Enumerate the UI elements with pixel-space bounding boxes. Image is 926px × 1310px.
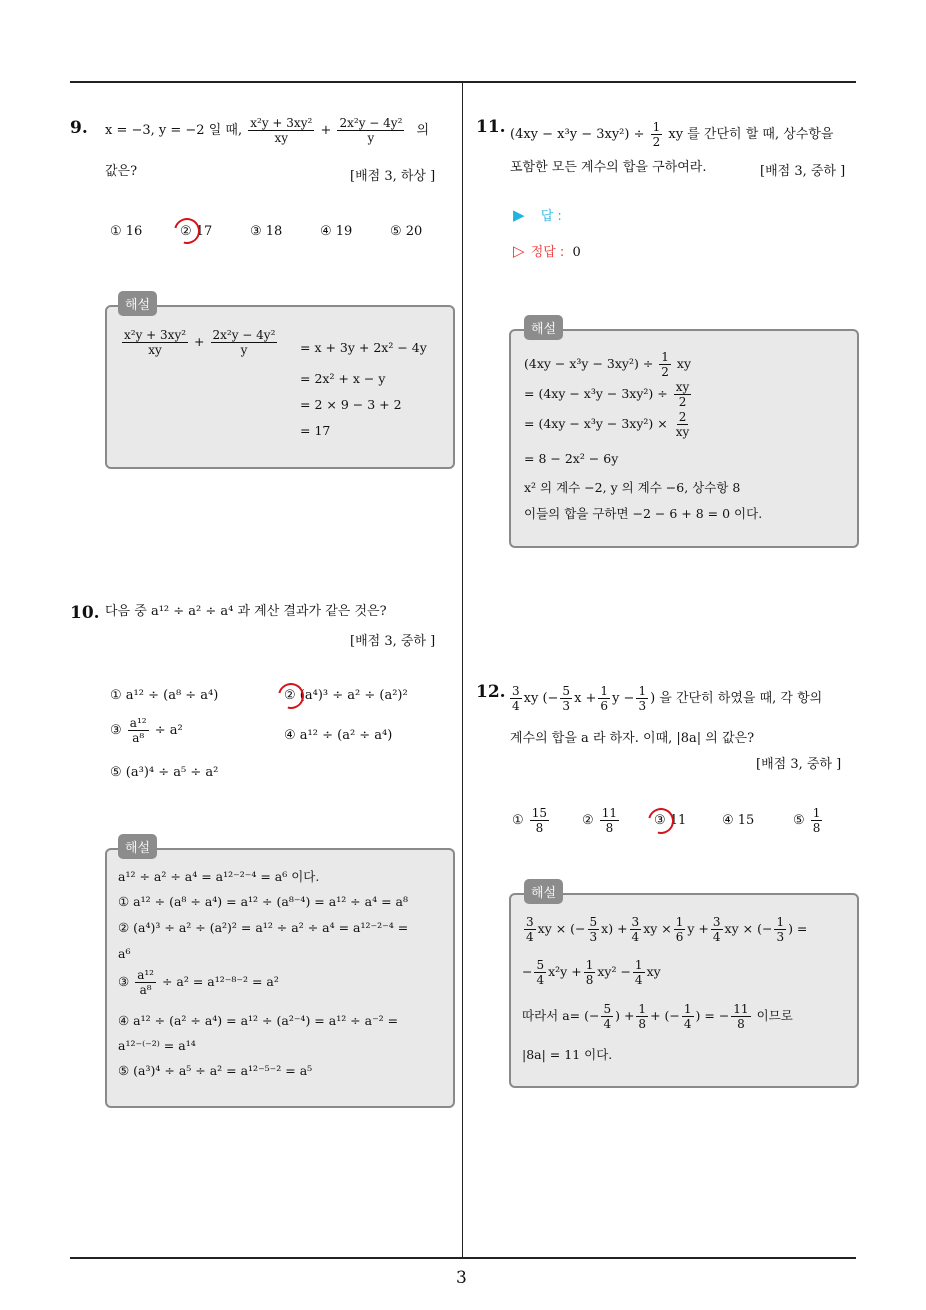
numerator: 3 bbox=[512, 684, 520, 698]
page-number: 3 bbox=[456, 1268, 467, 1288]
fraction bbox=[636, 1002, 648, 1031]
numerator: 11 bbox=[733, 1002, 749, 1016]
choice-label: ① bbox=[512, 813, 524, 828]
solution-line: a¹² ÷ a² ÷ a⁴ = a¹²⁻²⁻⁴ = a⁶ 이다. bbox=[118, 869, 320, 884]
fraction bbox=[248, 116, 314, 145]
solution-line: 이들의 합을 구하면 −2 − 6 + 8 = 0 이다. bbox=[524, 506, 763, 521]
sol: ) = bbox=[788, 921, 808, 936]
q12-part: y − bbox=[612, 691, 635, 706]
solution-line: ① a¹² ÷ (a⁸ ÷ a⁴) = a¹² ÷ (a⁸⁻⁴) = a¹² ÷ a⁴ = a⁸ bbox=[118, 894, 408, 909]
q12-part: xy (− bbox=[523, 691, 559, 706]
numerator: 1 bbox=[776, 915, 785, 929]
denominator: 4 bbox=[603, 1017, 612, 1031]
sol: − bbox=[522, 964, 533, 979]
numerator: 1 bbox=[683, 1002, 692, 1016]
selected-answer-mark bbox=[273, 678, 309, 714]
solution-text: = (4xy − x³y − 3xy²) ÷ bbox=[524, 386, 668, 401]
sol: 이므로 bbox=[756, 1008, 793, 1023]
question-number: 12. bbox=[476, 682, 506, 702]
denominator: 2 bbox=[652, 135, 661, 149]
denominator: 3 bbox=[562, 699, 571, 713]
bottom-rule bbox=[70, 1257, 856, 1259]
numerator: 11 bbox=[601, 806, 618, 820]
solution-text: (4xy − x³y − 3xy²) ÷ bbox=[524, 356, 654, 371]
numerator: 5 bbox=[536, 958, 545, 972]
numerator: 3 bbox=[526, 915, 534, 929]
question-text bbox=[105, 116, 429, 145]
denominator: xy bbox=[274, 131, 289, 145]
numerator: 5 bbox=[603, 1002, 612, 1016]
q9-line1-post: 의 bbox=[416, 123, 430, 138]
solution-line: ④ a¹² ÷ (a² ÷ a⁴) = a¹² ÷ (a²⁻⁴) = a¹² ÷ a⁻² = bbox=[118, 1013, 399, 1028]
fraction bbox=[211, 328, 278, 357]
fraction bbox=[636, 684, 648, 713]
denominator: 8 bbox=[585, 973, 594, 987]
solution-line bbox=[120, 328, 279, 357]
fraction bbox=[530, 806, 549, 835]
denominator: 4 bbox=[526, 930, 534, 944]
fraction bbox=[588, 915, 600, 944]
numerator: 5 bbox=[589, 915, 598, 929]
fraction bbox=[674, 380, 692, 409]
numerator: 3 bbox=[631, 915, 640, 929]
numerator: 15 bbox=[531, 806, 548, 820]
fraction bbox=[560, 684, 572, 713]
q9-line1-pre: x = −3, y = −2 일 때, bbox=[105, 123, 243, 138]
choice-3[interactable]: ③ 18 bbox=[250, 224, 283, 239]
fraction bbox=[128, 716, 149, 745]
choice-1[interactable]: ① a¹² ÷ (a⁸ ÷ a⁴) bbox=[110, 688, 219, 703]
fraction bbox=[534, 958, 546, 987]
fraction bbox=[774, 915, 786, 944]
numerator: 1 bbox=[600, 684, 609, 698]
choice-label: ⑤ bbox=[793, 813, 805, 828]
denominator: 6 bbox=[600, 699, 609, 713]
choice-5[interactable]: ⑤ (a³)⁴ ÷ a⁵ ÷ a² bbox=[110, 765, 219, 780]
fraction bbox=[601, 1002, 613, 1031]
denominator: xy bbox=[148, 343, 162, 357]
solution-line: a⁶ bbox=[118, 946, 131, 961]
denominator: 4 bbox=[683, 1017, 692, 1031]
play-icon: ▶ bbox=[513, 206, 525, 224]
fraction bbox=[811, 806, 823, 835]
solution-tag: 해설 bbox=[118, 291, 157, 316]
fraction bbox=[651, 120, 663, 149]
numerator: 1 bbox=[675, 915, 684, 929]
solution-tag: 해설 bbox=[524, 315, 563, 340]
question-number: 11. bbox=[476, 117, 506, 137]
sol: 따라서 a= (− bbox=[522, 1008, 600, 1023]
fraction bbox=[731, 1002, 750, 1031]
solution-line: = 17 bbox=[300, 423, 331, 438]
solution-line bbox=[522, 958, 661, 987]
correct-label: 정답 : bbox=[530, 245, 565, 260]
fraction bbox=[122, 328, 188, 357]
fraction bbox=[135, 968, 156, 997]
denominator: 8 bbox=[605, 821, 614, 835]
numerator: 3 bbox=[712, 915, 721, 929]
numerator: 1 bbox=[661, 350, 669, 364]
denominator: 3 bbox=[589, 930, 598, 944]
solution-line: = 2 × 9 − 3 + 2 bbox=[300, 397, 402, 412]
choice-3[interactable]: ③ 11 bbox=[654, 813, 687, 828]
solution-line bbox=[522, 1002, 793, 1031]
denominator: 8 bbox=[737, 1017, 745, 1031]
denominator: 8 bbox=[638, 1017, 647, 1031]
fraction bbox=[682, 1002, 694, 1031]
question-text-line2: 포함한 모든 계수의 합을 구하여라. bbox=[510, 160, 707, 175]
choice-label: ② bbox=[582, 813, 594, 828]
grade-label: [배점 3, 중하 ] bbox=[350, 634, 436, 649]
denominator: 4 bbox=[634, 973, 643, 987]
top-rule bbox=[70, 81, 856, 83]
fraction bbox=[524, 915, 536, 944]
numerator: x²y + 3xy² bbox=[124, 328, 187, 342]
sol: xy × (− bbox=[537, 921, 586, 936]
selected-answer-mark bbox=[643, 803, 679, 839]
correct-value: 0 bbox=[572, 245, 581, 260]
q12-part: x + bbox=[574, 691, 597, 706]
numerator: 1 bbox=[638, 684, 647, 698]
sol: x) + bbox=[601, 921, 628, 936]
fraction bbox=[630, 915, 642, 944]
grade-label: [배점 3, 하상 ] bbox=[350, 169, 436, 184]
choice-4[interactable]: ④ 15 bbox=[722, 813, 755, 828]
solution-tag: 해설 bbox=[118, 834, 157, 859]
denominator: y bbox=[240, 343, 248, 357]
denominator: xy bbox=[675, 425, 690, 439]
solution-text: xy bbox=[676, 356, 692, 371]
grade-label: [배점 3, 중하 ] bbox=[760, 164, 846, 179]
question-text-line2: 계수의 합을 a 라 하자. 이때, |8a| 의 값은? bbox=[510, 731, 755, 746]
numerator: 5 bbox=[562, 684, 571, 698]
column-divider bbox=[462, 83, 463, 1257]
solution-line: = 2x² + x − y bbox=[300, 371, 386, 386]
choice-5[interactable] bbox=[793, 806, 824, 835]
denominator: 4 bbox=[712, 930, 721, 944]
denominator: y bbox=[367, 131, 375, 145]
numerator: 1 bbox=[812, 806, 821, 820]
denominator: 4 bbox=[512, 699, 520, 713]
numerator: 2x²y − 4y² bbox=[339, 116, 403, 130]
choice-2[interactable] bbox=[582, 806, 621, 835]
solution-line bbox=[524, 410, 693, 439]
solution-text: = (4xy − x³y − 3xy²) × bbox=[524, 416, 668, 431]
solution-line: = 8 − 2x² − 6y bbox=[524, 451, 619, 466]
sol: xy × (− bbox=[724, 921, 773, 936]
numerator: 1 bbox=[638, 1002, 647, 1016]
choice-1[interactable]: ① 16 bbox=[110, 224, 143, 239]
answer-row bbox=[513, 205, 562, 224]
solution-line: a¹²⁻⁽⁻²⁾ = a¹⁴ bbox=[118, 1038, 196, 1053]
choice-5[interactable]: ⑤ 20 bbox=[390, 224, 423, 239]
solution-line bbox=[524, 350, 691, 379]
denominator: a⁸ bbox=[132, 731, 145, 745]
choice-1[interactable] bbox=[512, 806, 551, 835]
solution-rest: ÷ a² = a¹²⁻⁸⁻² = a² bbox=[161, 974, 279, 989]
grade-label: [배점 3, 중하 ] bbox=[756, 757, 842, 772]
sol: xy bbox=[646, 964, 661, 979]
solution-line: |8a| = 11 이다. bbox=[522, 1047, 613, 1062]
correct-answer-row bbox=[513, 241, 581, 260]
choice-4[interactable]: ④ a¹² ÷ (a² ÷ a⁴) bbox=[284, 728, 393, 743]
solution-line bbox=[524, 380, 693, 409]
solution-tag: 해설 bbox=[524, 879, 563, 904]
solution-line: = x + 3y + 2x² − 4y bbox=[300, 340, 427, 355]
question-text bbox=[510, 120, 833, 149]
selected-answer-mark bbox=[169, 213, 205, 249]
sol: xy² − bbox=[597, 964, 631, 979]
sol: x²y + bbox=[548, 964, 582, 979]
fraction bbox=[600, 806, 619, 835]
sol: ) = − bbox=[695, 1008, 730, 1023]
sol: xy × bbox=[643, 921, 672, 936]
denominator: 8 bbox=[812, 821, 821, 835]
question-text bbox=[508, 684, 822, 713]
solution-line bbox=[118, 968, 279, 997]
sol: y + bbox=[687, 921, 709, 936]
denominator: 3 bbox=[638, 699, 647, 713]
fraction bbox=[674, 915, 686, 944]
fraction bbox=[674, 410, 692, 439]
question-text: 다음 중 a¹² ÷ a² ÷ a⁴ 과 계산 결과가 같은 것은? bbox=[105, 604, 387, 619]
solution-line bbox=[522, 915, 807, 944]
denominator: 4 bbox=[631, 930, 640, 944]
numerator: 1 bbox=[585, 958, 594, 972]
fraction bbox=[711, 915, 723, 944]
numerator: 2x²y − 4y² bbox=[212, 328, 276, 342]
plus-sign: + bbox=[194, 334, 205, 349]
denominator: 2 bbox=[661, 365, 669, 379]
choice-4[interactable]: ④ 19 bbox=[320, 224, 353, 239]
denominator: 2 bbox=[678, 395, 687, 409]
solution-line: ② (a⁴)³ ÷ a² ÷ (a²)² = a¹² ÷ a² ÷ a⁴ = a¹²⁻²⁻⁴ = bbox=[118, 920, 409, 935]
numerator: a¹² bbox=[137, 968, 154, 982]
numerator: a¹² bbox=[129, 716, 147, 730]
answer-label: 답 : bbox=[540, 209, 562, 224]
denominator: 3 bbox=[776, 930, 785, 944]
numerator: xy bbox=[675, 380, 690, 394]
choice-2[interactable]: ② (a⁴)³ ÷ a² ÷ (a²)² bbox=[284, 688, 408, 703]
outline-play-icon: ▷ bbox=[513, 242, 525, 260]
sol: ) + bbox=[615, 1008, 635, 1023]
question-text-line2: 값은? bbox=[105, 164, 138, 179]
numerator: 1 bbox=[634, 958, 643, 972]
question-number: 10. bbox=[70, 603, 100, 623]
q11-line1-post: xy 를 간단히 할 때, 상수항을 bbox=[668, 127, 834, 142]
numerator: x²y + 3xy² bbox=[250, 116, 313, 130]
question-number: 9. bbox=[70, 118, 88, 138]
fraction bbox=[659, 350, 671, 379]
choice-2[interactable]: ② 17 bbox=[180, 224, 213, 239]
solution-label: ③ bbox=[118, 974, 130, 989]
choice-3-label: ③ bbox=[110, 723, 122, 738]
fraction bbox=[337, 116, 404, 145]
q11-line1-pre: (4xy − x³y − 3xy²) ÷ bbox=[510, 127, 645, 142]
sol: + (− bbox=[650, 1008, 680, 1023]
fraction bbox=[584, 958, 596, 987]
solution-line: x² 의 계수 −2, y 의 계수 −6, 상수항 8 bbox=[524, 480, 741, 495]
fraction bbox=[633, 958, 645, 987]
solution-line: ⑤ (a³)⁴ ÷ a⁵ ÷ a² = a¹²⁻⁵⁻² = a⁵ bbox=[118, 1063, 313, 1078]
denominator: a⁸ bbox=[139, 983, 152, 997]
choice-3-rest: ÷ a² bbox=[154, 723, 183, 738]
numerator: 2 bbox=[678, 410, 687, 424]
q12-part: ) 을 간단히 하였을 때, 각 항의 bbox=[650, 691, 823, 706]
choice-3[interactable] bbox=[110, 716, 183, 745]
denominator: 6 bbox=[675, 930, 684, 944]
fraction bbox=[510, 684, 522, 713]
plus-sign: + bbox=[320, 123, 332, 138]
denominator: 8 bbox=[535, 821, 544, 835]
fraction bbox=[598, 684, 610, 713]
numerator: 1 bbox=[652, 120, 661, 134]
denominator: 4 bbox=[536, 973, 545, 987]
